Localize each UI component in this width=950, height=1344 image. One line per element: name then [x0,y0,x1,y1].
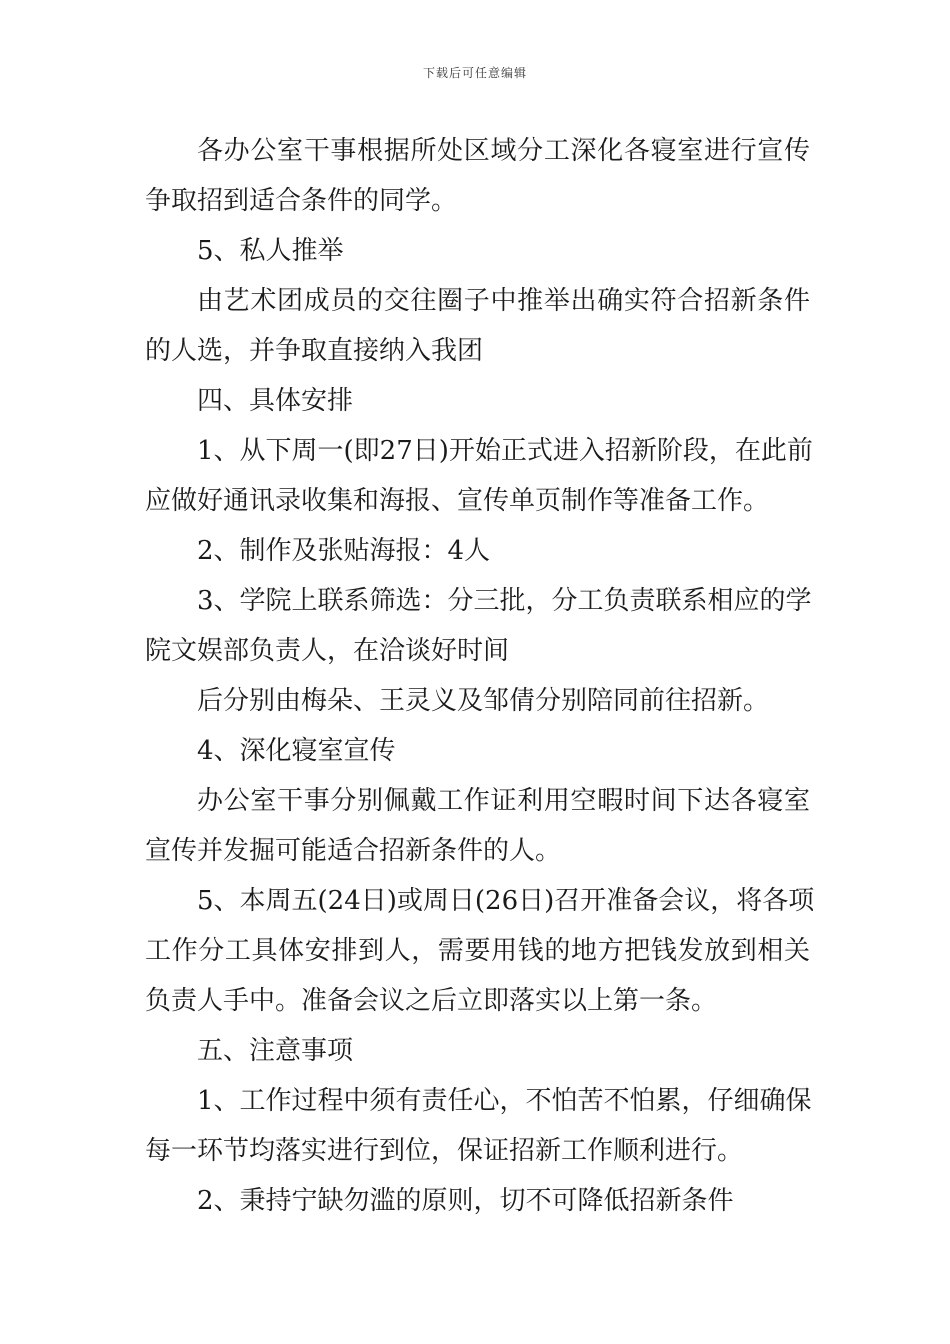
paragraph-line: 每一环节均落实进行到位，保证招新工作顺利进行。 [145,1136,744,1166]
paragraph-line: 2、秉持宁缺勿滥的原则，切不可降低招新条件 [197,1186,734,1216]
paragraph-line: 1、从下周一(即27日)开始正式进入招新阶段，在此前 [197,436,813,466]
paragraph-line: 由艺术团成员的交往圈子中推举出确实符合招新条件 [197,286,810,316]
paragraph-line: 四、具体安排 [197,386,354,416]
paragraph-line: 争取招到适合条件的同学。 [145,186,458,216]
paragraph-line: 1、工作过程中须有责任心，不怕苦不怕累，仔细确保 [197,1086,812,1116]
paragraph-line: 的人选，并争取直接纳入我团 [145,336,484,366]
paragraph-line: 后分别由梅朵、王灵义及邹倩分别陪同前往招新。 [197,686,770,716]
paragraph-line: 宣传并发掘可能适合招新条件的人。 [145,836,562,866]
paragraph-line: 五、注意事项 [197,1036,354,1066]
paragraph-line: 3、学院上联系筛选：分三批，分工负责联系相应的学 [197,586,812,616]
document-body [145,126,815,1226]
paragraph-line: 应做好通讯录收集和海报、宣传单页制作等准备工作。 [145,486,770,516]
paragraph-line: 5、本周五(24日)或周日(26日)召开准备会议，将各项 [197,886,815,916]
paragraph-line: 4、深化寝室宣传 [197,736,396,766]
paragraph-line: 2、制作及张贴海报：4人 [197,536,491,566]
paragraph-line: 5、私人推举 [197,236,344,266]
page-header: 下载后可任意编辑 [422,66,527,80]
paragraph-line: 工作分工具体安排到人，需要用钱的地方把钱发放到相关 [145,936,810,966]
paragraph-line: 院文娱部负责人，在洽谈好时间 [145,636,510,666]
paragraph-line: 负责人手中。准备会议之后立即落实以上第一条。 [145,986,718,1016]
paragraph-line: 办公室干事分别佩戴工作证利用空暇时间下达各寝室 [197,786,810,816]
paragraph-line: 各办公室干事根据所处区域分工深化各寝室进行宣传 [197,136,810,166]
